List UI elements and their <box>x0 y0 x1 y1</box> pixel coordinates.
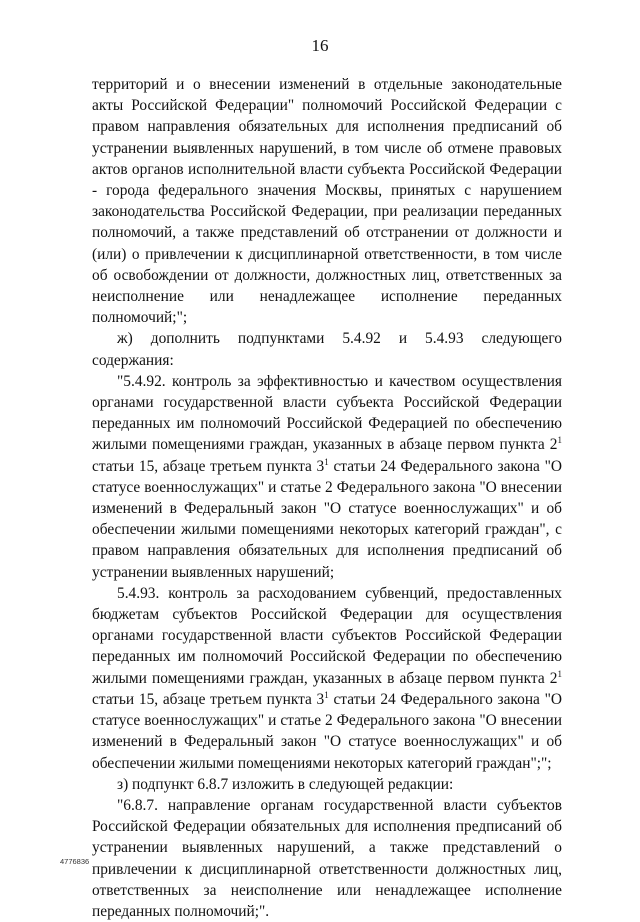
paragraph-5-4-93 <box>92 583 562 774</box>
paragraph-item-z: з) подпункт 6.8.7 изложить в следующей редакции: <box>117 775 454 793</box>
text-segment: статьи 15, абзаце третьем пункта 3 <box>92 457 325 475</box>
paragraph-item-zh: ж) дополнить подпунктами 5.4.92 и 5.4.93 следующего содержания: <box>92 330 562 369</box>
paragraph-6-8-7: "6.8.7. направление органам государственной власти субъектов Российской Федерации обязательных для исполнения предписаний об устранении выявленных нарушений, а также представлений о привлечении к дисциплинарной ответственности должностных лиц, ответственных за неисполнение или ненадлежащее исполнение переданных полномочий;". <box>92 796 562 920</box>
superscript: 1 <box>557 435 562 446</box>
superscript: 1 <box>324 456 329 467</box>
document-code: 4776836 <box>60 857 90 866</box>
text-segment: статьи 15, абзаце третьем пункта 3 <box>92 690 325 708</box>
paragraph-continuation: территорий и о внесении изменений в отдельные законодательные акты Российской Федерации" полномочий Российской Федерации с правом направления обязательных для исполнения предписаний об устранении выявленных нарушений, в том числе об отмене правовых актов органов исполнительной власти субъекта Российской Федерации - города федерального значения Москвы, принятых с нарушением законодательства Российской Федерации, при реализации переданных полномочий, а также представлений об отстранении от должности и (или) о привлечении к дисциплинарной ответственности, в том числе об освобождении от должности, должностных лиц, ответственных за неисполнение или ненадлежащее исполнение переданных полномочий;"; <box>92 76 562 327</box>
text-segment: 5.4.93. контроль за расходованием субвенций, предоставленных бюджетам субъектов Российской Федерации для осуществления органами государственной власти субъектов Российской Федерации переданных им полномочий Российской Федерации по обеспечению жилыми помещениями граждан, указанных в абзаце первом пункта 2 <box>92 584 562 687</box>
document-body <box>92 74 562 922</box>
superscript: 1 <box>557 668 562 679</box>
page-number: 16 <box>311 36 329 55</box>
text-segment: статьи 24 Федерального закона "О статусе военнослужащих" и статье 2 Федерального закона "О внесении изменений в Федеральный закон "О статусе военнослужащих" и об обеспечении жилыми помещениями некоторых категорий граждан", с правом направления обязательных для исполнения предписаний об устранении выявленных нарушений; <box>92 457 562 581</box>
paragraph-5-4-92 <box>92 371 562 583</box>
text-segment: "5.4.92. контроль за эффективностью и качеством осуществления органами государственной власти субъекта Российской Федерации переданных им полномочий Российской Федерацией по обеспечению жилыми помещениями граждан, указанных в абзаце первом пункта 2 <box>92 372 562 454</box>
text-segment: статьи 24 Федерального закона "О статусе военнослужащих" и статье 2 Федерального закона "О внесении изменений в Федеральный закон "О статусе военнослужащих" и об обеспечении жилыми помещениями некоторых категорий граждан";"; <box>92 690 562 772</box>
superscript: 1 <box>324 689 329 700</box>
